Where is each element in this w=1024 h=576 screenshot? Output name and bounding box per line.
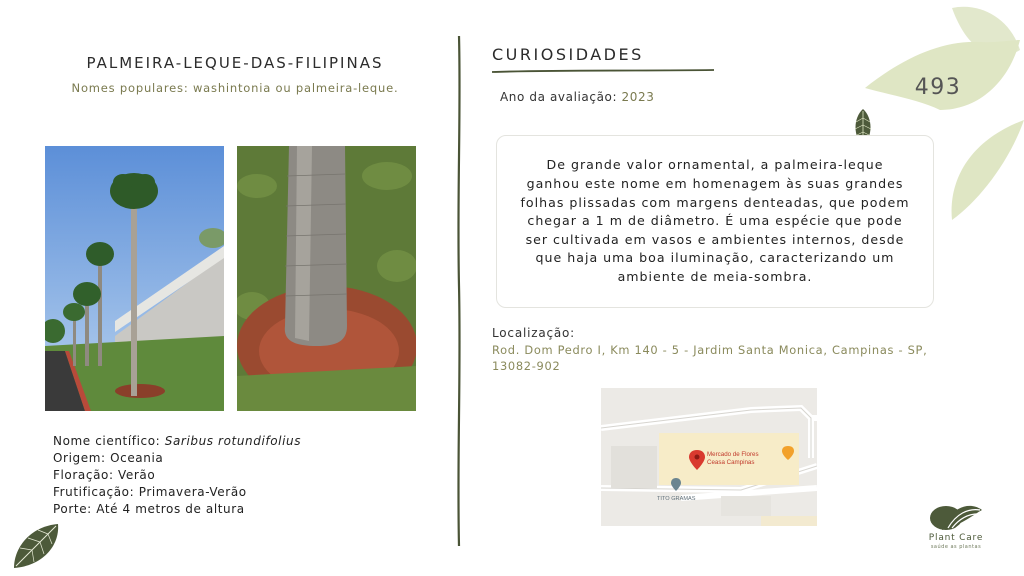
plant-number-badge: 493 (914, 75, 962, 100)
popular-names-label: Nomes populares: (71, 81, 189, 95)
page-title: PALMEIRA-LEQUE-DAS-FILIPINAS (86, 54, 384, 72)
fact-label: Origem: (53, 451, 106, 465)
fact-fruiting (53, 484, 301, 501)
heading-underline (492, 68, 714, 74)
map-pin-label: Ceasa Campinas (707, 459, 755, 466)
curiosities-heading: CURIOSIDADES (492, 45, 644, 64)
popular-names-value: washintonia ou palmeira-leque. (192, 81, 399, 95)
plant-care-logo (928, 500, 984, 532)
map-secondary-label: TITO GRAMAS (657, 496, 696, 502)
fact-flowering (53, 467, 301, 484)
column-divider (455, 36, 463, 546)
fact-value: Primavera-Verão (138, 485, 247, 499)
palm-photo-street (45, 146, 224, 411)
popular-names (40, 81, 430, 95)
fact-label: Nome científico: (53, 434, 161, 448)
fact-origin (53, 450, 301, 467)
fact-label: Porte: (53, 502, 92, 516)
fact-value: Saribus rotundifolius (164, 434, 302, 448)
logo-tagline: saúde as plantas (930, 544, 982, 550)
palm-leaf-icon (8, 520, 62, 572)
evaluation-year (500, 90, 655, 104)
location-label: Localização: (492, 326, 576, 340)
palm-photo-trunk (237, 146, 416, 411)
map-pin-label: Mercado de Flores (707, 451, 759, 458)
curiosities-card (496, 135, 934, 308)
fact-scientific-name (53, 433, 301, 450)
fact-value: Até 4 metros de altura (96, 502, 245, 516)
curiosities-text: De grande valor ornamental, a palmeira-leque ganhou este nome em homenagem às suas grandes folhas plissadas com margens denteadas, que podem chegar a 1 m de diâmetro. É uma espécie que pode ser cultivada em vasos e ambientes internos, desde que haja uma boa iluminação, caracterizando um ambiente de meia-sombra. (520, 157, 910, 284)
logo-name: Plant Care (928, 533, 984, 543)
fact-value: Verão (118, 468, 156, 482)
fact-label: Floração: (53, 468, 114, 482)
year-value: 2023 (621, 90, 655, 104)
fact-value: Oceania (110, 451, 164, 465)
fact-label: Frutificação: (53, 485, 135, 499)
year-label: Ano da avaliação: (500, 90, 618, 104)
location-map[interactable] (601, 388, 817, 526)
plant-facts (53, 433, 301, 518)
location-address: Rod. Dom Pedro I, Km 140 - 5 - Jardim Santa Monica, Campinas - SP, 13082-902 (492, 343, 928, 373)
fact-size (53, 501, 301, 518)
